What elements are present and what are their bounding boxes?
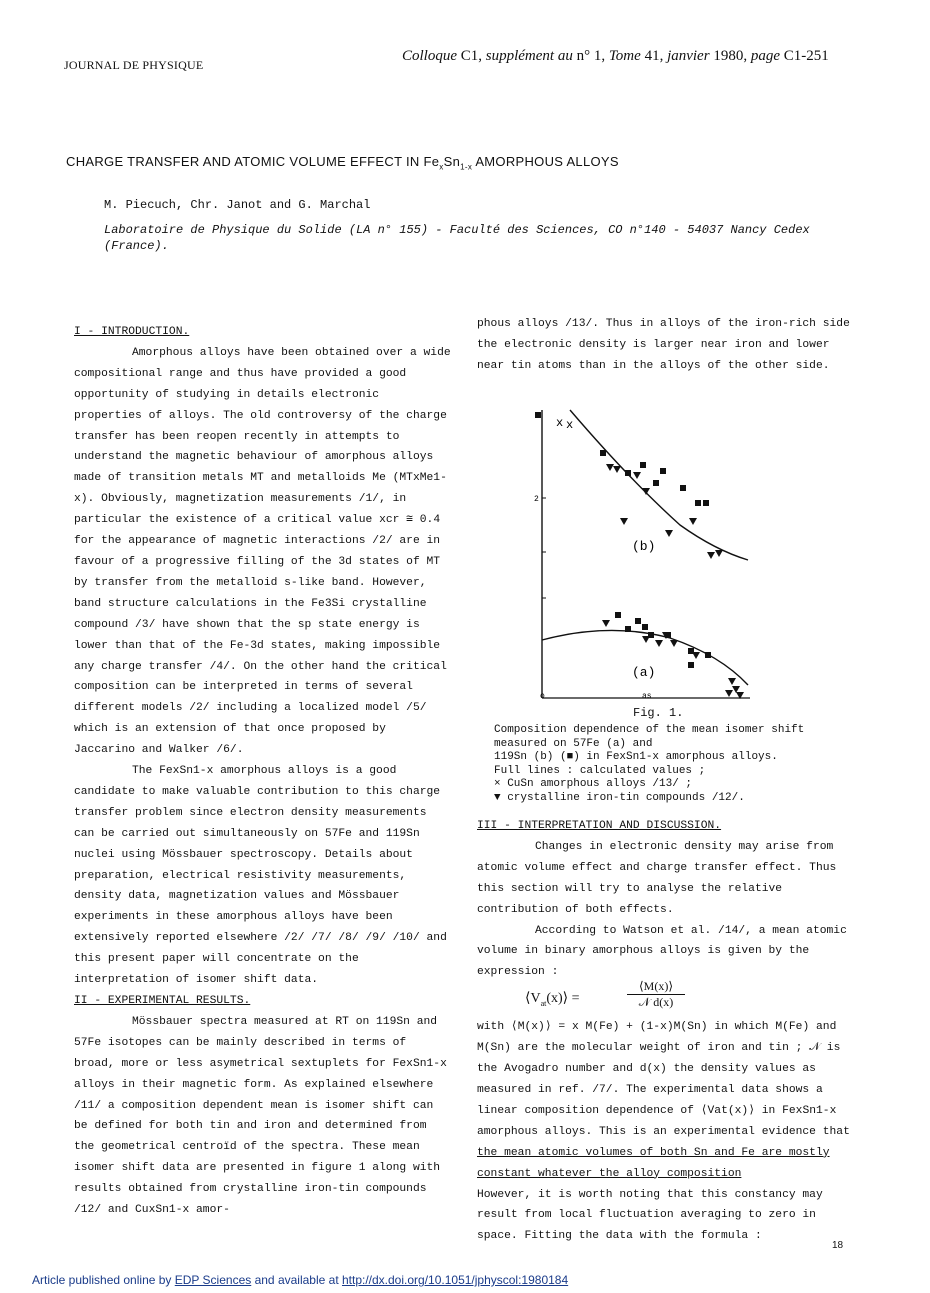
square-marker (642, 624, 648, 630)
affiliation: Laboratoire de Physique du Solide (LA n° 155) - Faculté des Sciences, CO n°140 - 54037 Nancy Cedex (France). (104, 223, 810, 253)
square-marker (703, 500, 709, 506)
triangle-marker (692, 652, 700, 659)
square-marker (695, 500, 701, 506)
figure-caption: Composition dependence of the mean isomer shift measured on 57Fe (a) and 119Sn (b) (■) in FexSn1-x amorphous alloys. Full lines : calculated values ; × CuSn amorphous alloys /13/ ; ▼ crystalline iron-tin compounds /12/. (494, 724, 805, 804)
square-marker (640, 462, 646, 468)
triangle-marker (633, 472, 641, 479)
paragraph-intro-2: The FexSn1-x amorphous alloys is a good candidate to make valuable contribution to this charge transfer problem since electron density measurements can be carried out simultaneously on 57Fe and 119Sn nuclei using Mössbauer spectroscopy. Details about preparation, electrical resistivity measurements, density data, magnetization values and Mössbauer experiments in these amorphous alloys have been extensively reported elsewhere /2/ /7/ /8/ /9/ /10/ and this present paper will concentrate on the interpretation of isomer shift data. (74, 765, 447, 987)
paper-title: CHARGE TRANSFER AND ATOMIC VOLUME EFFECT IN $Fe_xSn_{1-x}$ AMORPHOUS ALLOYS (66, 154, 619, 172)
triangle-marker (642, 636, 650, 643)
paragraph-intro-1: Amorphous alloys have been obtained over a wide compositional range and thus have provided a good opportunity of studying in details electronic properties of alloys. The old controversy of the charge transfer has been reopen recently in attempts to understand the magnetic behaviour of amorphous alloys made of transition metals MT and metalloids Me (MTxMe1-x). Obviously, magnetization measurements /1/, in particular the existence of a critical value xcr ≅ 0.4 for the appearance of magnetic interactions /2/ are in favour of a progressive filling of the 3d states of MT by transfer from the metalloid s-like band. However, band structure calculations in the Fe3Si crystalline compound /3/ have shown that the sp state energy is lower than that of the Fe-3d states, making impossible any charge transfer /4/. On the other hand the critical composition can be interpreted in terms of several different models /2/ including a localized model /5/ which is an extension of that once proposed by Jaccarino and Walker /6/. (74, 346, 451, 757)
doi-link[interactable]: http://dx.doi.org/10.1051/jphyscol:1980184 (341, 1273, 569, 1287)
paragraph-interpretation-1: Changes in electronic density may arise from atomic volume effect and charge transfer effect. Thus this section will try to analyse the relative contribution of both effects. (477, 840, 837, 916)
triangle-marker (732, 686, 740, 693)
page-number: 18 (832, 1240, 844, 1251)
triangle-marker (670, 640, 678, 647)
tick-label: 2 (534, 495, 539, 504)
curve-a-label: (a) (632, 665, 656, 680)
axis-tick-label: as (642, 692, 652, 701)
isomer-shift-figure (520, 400, 760, 705)
square-marker (680, 485, 686, 491)
section-heading-interpretation: III - INTERPRETATION AND DISCUSSION. (477, 820, 722, 832)
square-marker (615, 612, 621, 618)
triangle-marker (725, 690, 733, 697)
square-marker (660, 468, 666, 474)
triangle-marker (620, 518, 628, 525)
curve-b-label: (b) (632, 539, 656, 554)
figure-label: Fig. 1. (633, 706, 684, 720)
journal-name: JOURNAL DE PHYSIQUE (64, 58, 204, 72)
square-marker (635, 618, 641, 624)
triangle-marker (707, 552, 715, 559)
paragraph-interpretation-3: with ⟨M(x)⟩ = x M(Fe) + (1-x)M(Sn) in which M(Fe) and M(Sn) are the molecular weight of iron and tin ; 𝒩 is the Avogadro number and d(x) the density values as measured in ref. /7/. The experimental data shows a linear composition dependence of ⟨Vat(x)⟩ in FexSn1-x amorphous alloys. This is an experimental evidence that the mean atomic volumes of both Sn and Fe are mostly constant whatever the alloy composition (477, 1021, 850, 1180)
axis-origin-label: o (540, 692, 545, 701)
cross-marker: x (566, 418, 574, 432)
authors: M. Piecuch, Chr. Janot and G. Marchal (104, 198, 371, 212)
cross-marker: x (556, 416, 564, 430)
right-column-top (477, 314, 863, 377)
triangle-marker (715, 550, 723, 557)
square-marker (705, 652, 711, 658)
square-marker (625, 626, 631, 632)
triangle-marker (606, 464, 614, 471)
square-marker (653, 480, 659, 486)
square-marker (535, 412, 541, 418)
triangle-marker (665, 530, 673, 537)
paragraph-experimental: Mössbauer spectra measured at RT on 119Sn and 57Fe isotopes can be mainly described in terms of broad, more or less asymetrical sextuplets for FexSn1-x alloys in their magnetic form. As explained elsewhere /11/ a composition dependent mean is isomer shift can be defined for both tin and iron and determined from the geometrical centroïd of the spectra. These mean isomer shift data are presented in figure 1 along with results obtained from crystalline iron-tin compounds /12/ and CuxSn1-x amor- (74, 1015, 447, 1217)
edp-link[interactable]: EDP Sciences (174, 1273, 252, 1287)
paragraph-interpretation-4: However, it is worth noting that this constancy may result from local fluctuation averaging to zero in space. Fitting the data with the formula : (477, 1188, 823, 1243)
right-column-bottom (477, 816, 863, 1247)
square-marker (600, 450, 606, 456)
paragraph-interpretation-2: According to Watson et al. /14/, a mean atomic volume in binary amorphous alloys is given by the expression : (477, 924, 847, 979)
issue-info: Colloque C1, supplément au n° 1, Tome 41, janvier 1980, page C1-251 (402, 48, 829, 64)
triangle-marker (613, 466, 621, 473)
paragraph-continuation: phous alloys /13/. Thus in alloys of the iron-rich side the electronic density is larger near iron and lower near tin atoms than in the alloys of the other side. (477, 318, 850, 372)
triangle-marker (655, 640, 663, 647)
triangle-marker (602, 620, 610, 627)
section-heading-experimental: II - EXPERIMENTAL RESULTS. (74, 995, 251, 1007)
square-marker (625, 470, 631, 476)
triangle-marker (689, 518, 697, 525)
formula-atomic-volume: $⟨V_{at}(x)⟩$ = ⟨M(x)⟩ 𝒩 d(x) (477, 983, 863, 1017)
triangle-marker (728, 678, 736, 685)
triangle-marker (642, 488, 650, 495)
left-column (74, 322, 452, 1221)
footer: Article published online by EDP Sciences and available at http://dx.doi.org/10.1051/jphyscol:1980184 (32, 1273, 569, 1287)
section-heading-introduction: I - INTRODUCTION. (74, 326, 190, 338)
square-marker (688, 662, 694, 668)
